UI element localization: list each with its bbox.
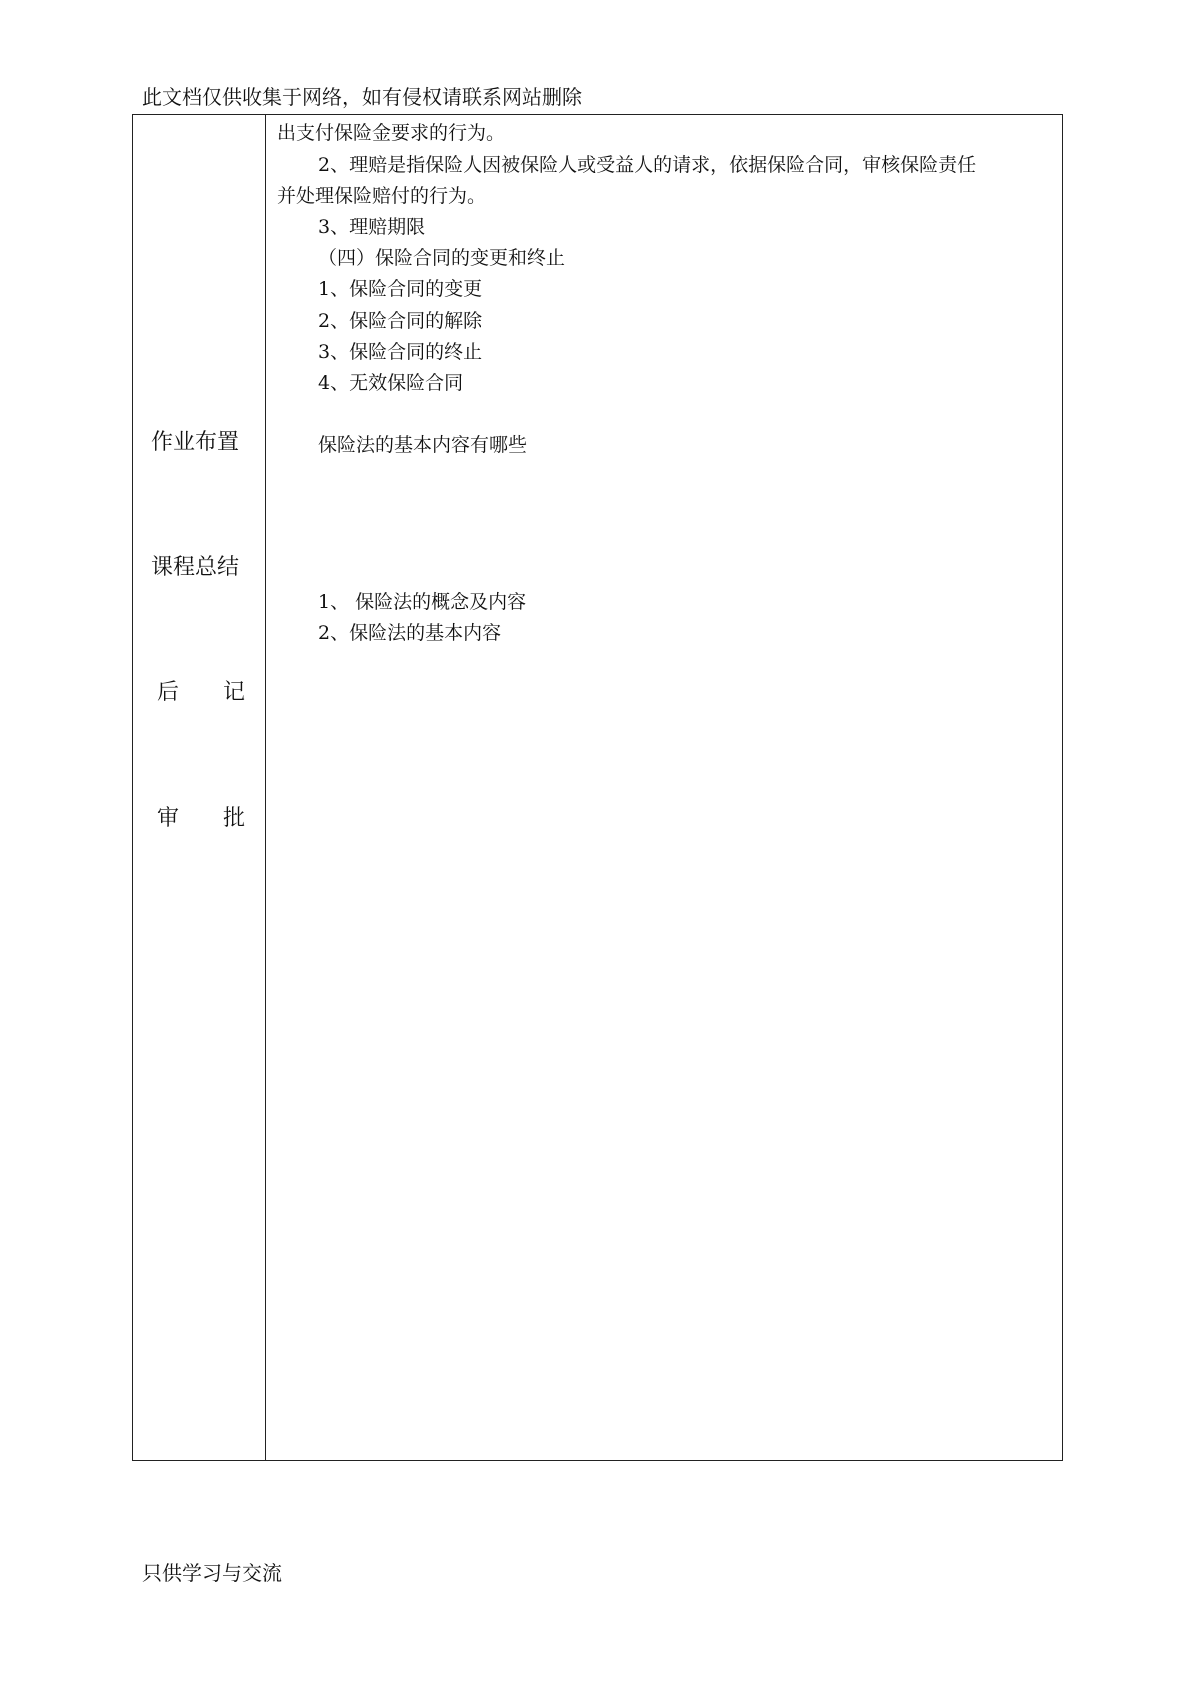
content-line: 2、理赔是指保险人因被保险人或受益人的请求，依据保险合同，审核保险责任: [318, 154, 977, 176]
content-line: 并处理保险赔付的行为。: [277, 185, 487, 207]
content-line: 3、理赔期限: [318, 216, 426, 238]
content-line: 3、保险合同的终止: [318, 341, 483, 363]
content-line: 1、保险合同的变更: [318, 278, 483, 300]
summary-item: 2、保险法的基本内容: [318, 622, 502, 644]
homework-question: 保险法的基本内容有哪些: [318, 434, 528, 456]
page-footer: 只供学习与交流: [142, 1561, 282, 1585]
lesson-table: [132, 114, 1063, 1461]
label-homework: 作业布置: [151, 430, 240, 455]
content-line: （四）保险合同的变更和终止: [318, 247, 566, 269]
column-divider: [265, 114, 266, 1461]
content-line: 2、保险合同的解除: [318, 310, 483, 332]
content-line: 出支付保险金要求的行为。: [277, 122, 506, 144]
content-line: 4、无效保险合同: [318, 372, 464, 394]
page-header: 此文档仅供收集于网络，如有侵权请联系网站删除: [142, 85, 582, 109]
label-postscript: 后 记: [157, 680, 246, 705]
summary-item: 1、 保险法的概念及内容: [318, 591, 527, 613]
label-summary: 课程总结: [151, 555, 240, 580]
label-approval: 审 批: [157, 806, 246, 831]
